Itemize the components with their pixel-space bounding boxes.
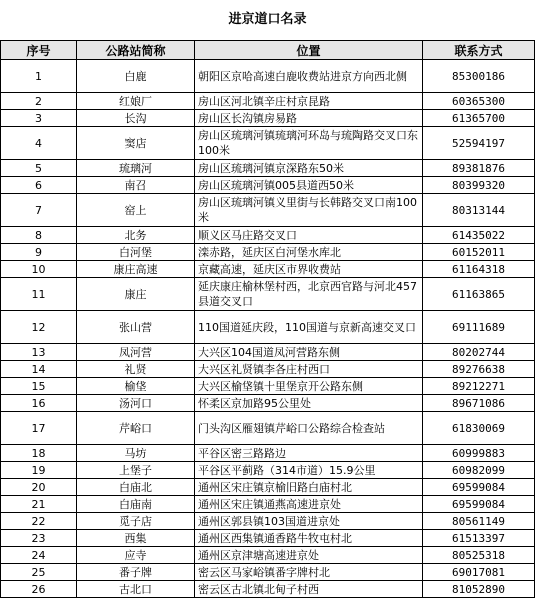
row-index: 26 (1, 581, 77, 598)
row-index: 8 (1, 227, 77, 244)
table-row (1, 93, 535, 110)
contact-phone: 61513397 (423, 530, 535, 547)
row-index: 25 (1, 564, 77, 581)
row-index: 24 (1, 547, 77, 564)
station-name: 古北口 (77, 581, 195, 598)
station-location: 怀柔区京加路95公里处 (195, 395, 423, 412)
header-station-name: 公路站简称 (77, 41, 195, 60)
contact-phone: 61164318 (423, 261, 535, 278)
station-location: 朝阳区京哈高速白鹿收费站进京方向西北侧 (195, 60, 423, 93)
contact-phone: 60982099 (423, 462, 535, 479)
station-name: 马坊 (77, 445, 195, 462)
contact-phone: 80525318 (423, 547, 535, 564)
row-index: 20 (1, 479, 77, 496)
station-location: 房山区琉璃河镇琉璃河环岛与琉陶路交叉口东100米 (195, 127, 423, 160)
station-name: 白庙南 (77, 496, 195, 513)
row-index: 4 (1, 127, 77, 160)
table-body (1, 60, 535, 598)
contact-phone: 61435022 (423, 227, 535, 244)
station-name: 白庙北 (77, 479, 195, 496)
station-location: 延庆康庄榆林堡村西，北京西官路与河北457县道交叉口 (195, 278, 423, 311)
table-row (1, 513, 535, 530)
row-index: 14 (1, 361, 77, 378)
row-index: 13 (1, 344, 77, 361)
table-row (1, 177, 535, 194)
station-location: 通州区宋庄镇京榆旧路白庙村北 (195, 479, 423, 496)
table-row (1, 194, 535, 227)
table-row (1, 127, 535, 160)
header-location: 位置 (195, 41, 423, 60)
row-index: 23 (1, 530, 77, 547)
station-name: 窑上 (77, 194, 195, 227)
station-location: 平谷区密三路路边 (195, 445, 423, 462)
station-name: 窦店 (77, 127, 195, 160)
station-name: 白河堡 (77, 244, 195, 261)
table-row (1, 311, 535, 344)
contact-phone: 89381876 (423, 160, 535, 177)
row-index: 1 (1, 60, 77, 93)
contact-phone: 85300186 (423, 60, 535, 93)
row-index: 11 (1, 278, 77, 311)
station-location: 房山区琉璃河镇义里街与长韩路交叉口南100米 (195, 194, 423, 227)
station-name: 榆垡 (77, 378, 195, 395)
contact-phone: 81052890 (423, 581, 535, 598)
station-name: 白鹿 (77, 60, 195, 93)
station-location: 通州区郭县镇103国道进京处 (195, 513, 423, 530)
contact-phone: 69599084 (423, 479, 535, 496)
contact-phone: 89276638 (423, 361, 535, 378)
table-row (1, 479, 535, 496)
station-location: 大兴区104国道凤河营路东侧 (195, 344, 423, 361)
row-index: 10 (1, 261, 77, 278)
table-row (1, 412, 535, 445)
station-name: 西集 (77, 530, 195, 547)
contact-phone: 80313144 (423, 194, 535, 227)
station-name: 南召 (77, 177, 195, 194)
station-name: 康庄 (77, 278, 195, 311)
table-row (1, 564, 535, 581)
page-title: 进京道口名录 (228, 12, 307, 27)
row-index: 17 (1, 412, 77, 445)
station-location: 门头沟区雁翅镇芹峪口公路综合检查站 (195, 412, 423, 445)
contact-phone: 80399320 (423, 177, 535, 194)
table-row (1, 261, 535, 278)
contact-phone: 60999883 (423, 445, 535, 462)
station-location: 通州区宋庄镇通燕高速进京处 (195, 496, 423, 513)
station-name: 琉璃河 (77, 160, 195, 177)
table-row (1, 496, 535, 513)
contact-phone: 69111689 (423, 311, 535, 344)
row-index: 2 (1, 93, 77, 110)
row-index: 22 (1, 513, 77, 530)
station-location: 密云区马家峪镇番字牌村北 (195, 564, 423, 581)
table-row (1, 361, 535, 378)
table-row (1, 581, 535, 598)
table-row (1, 445, 535, 462)
station-location: 大兴区礼贤镇李各庄村西口 (195, 361, 423, 378)
contact-phone: 89671086 (423, 395, 535, 412)
contact-phone: 89212271 (423, 378, 535, 395)
station-location: 密云区古北镇北甸子村西 (195, 581, 423, 598)
entry-points-table (0, 40, 535, 598)
contact-phone: 80561149 (423, 513, 535, 530)
table-row (1, 547, 535, 564)
station-name: 应寺 (77, 547, 195, 564)
table-row (1, 227, 535, 244)
row-index: 21 (1, 496, 77, 513)
station-name: 长沟 (77, 110, 195, 127)
row-index: 5 (1, 160, 77, 177)
row-index: 12 (1, 311, 77, 344)
table-row (1, 60, 535, 93)
table-row (1, 462, 535, 479)
row-index: 6 (1, 177, 77, 194)
station-location: 房山区琉璃河镇005县道西50米 (195, 177, 423, 194)
station-location: 滦赤路，延庆区白河堡水库北 (195, 244, 423, 261)
station-location: 大兴区榆垡镇十里堡京开公路东侧 (195, 378, 423, 395)
contact-phone: 61830069 (423, 412, 535, 445)
station-name: 康庄高速 (77, 261, 195, 278)
table-row (1, 278, 535, 311)
table-row (1, 110, 535, 127)
station-name: 红娘厂 (77, 93, 195, 110)
contact-phone: 69017081 (423, 564, 535, 581)
header-contact: 联系方式 (423, 41, 535, 60)
station-name: 汤河口 (77, 395, 195, 412)
contact-phone: 69599084 (423, 496, 535, 513)
row-index: 19 (1, 462, 77, 479)
row-index: 3 (1, 110, 77, 127)
contact-phone: 52594197 (423, 127, 535, 160)
station-location: 京藏高速，延庆区市界收费站 (195, 261, 423, 278)
station-location: 通州区京津塘高速进京处 (195, 547, 423, 564)
row-index: 9 (1, 244, 77, 261)
table-row (1, 378, 535, 395)
contact-phone: 80202744 (423, 344, 535, 361)
station-name: 芹峪口 (77, 412, 195, 445)
row-index: 18 (1, 445, 77, 462)
table-row (1, 530, 535, 547)
table-row (1, 395, 535, 412)
station-location: 通州区西集镇通香路牛牧屯村北 (195, 530, 423, 547)
station-name: 凤河营 (77, 344, 195, 361)
contact-phone: 60365300 (423, 93, 535, 110)
row-index: 16 (1, 395, 77, 412)
table-row (1, 344, 535, 361)
station-name: 北务 (77, 227, 195, 244)
station-location: 顺义区马庄路交叉口 (195, 227, 423, 244)
contact-phone: 60152011 (423, 244, 535, 261)
table-row (1, 244, 535, 261)
contact-phone: 61365700 (423, 110, 535, 127)
station-location: 房山区河北镇辛庄村京昆路 (195, 93, 423, 110)
table-row (1, 160, 535, 177)
header-index: 序号 (1, 41, 77, 60)
row-index: 15 (1, 378, 77, 395)
station-name: 礼贤 (77, 361, 195, 378)
contact-phone: 61163865 (423, 278, 535, 311)
table-header-row (1, 41, 535, 60)
station-location: 110国道延庆段，110国道与京新高速交叉口 (195, 311, 423, 344)
station-location: 房山区长沟镇房易路 (195, 110, 423, 127)
station-name: 觅子店 (77, 513, 195, 530)
row-index: 7 (1, 194, 77, 227)
station-name: 上堡子 (77, 462, 195, 479)
station-name: 番子牌 (77, 564, 195, 581)
station-location: 房山区琉璃河镇京深路东50米 (195, 160, 423, 177)
station-name: 张山营 (77, 311, 195, 344)
station-location: 平谷区平蓟路（314市道）15.9公里 (195, 462, 423, 479)
